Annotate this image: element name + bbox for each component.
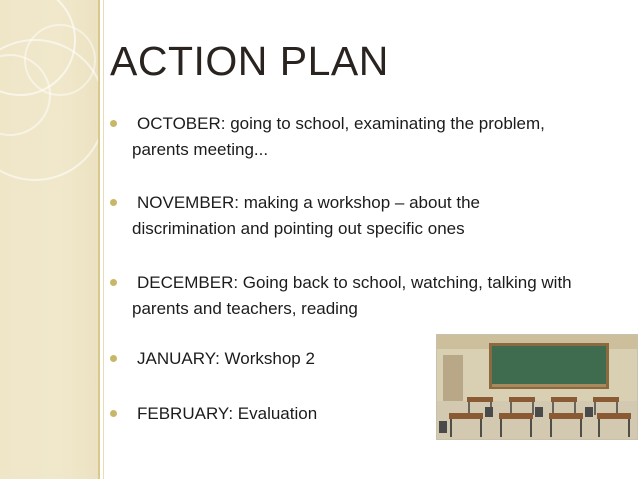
bullet-text: JANUARY: Workshop 2 — [137, 349, 315, 368]
decorative-circles — [0, 0, 100, 479]
side-divider — [98, 0, 100, 479]
bullet-text: NOVEMBER: making a workshop – about the discrimination and pointing out specific ones — [132, 193, 480, 238]
bullet-text: DECEMBER: Going back to school, watching, talking with parents and teachers, reading — [132, 273, 572, 318]
side-divider-thin — [103, 0, 104, 479]
bullet-november — [110, 190, 580, 242]
bullet-december — [110, 270, 580, 322]
bullet-text: FEBRUARY: Evaluation — [137, 404, 318, 423]
bullet-marker — [110, 355, 117, 362]
classroom-photo — [436, 334, 638, 440]
bullet-marker — [110, 410, 117, 417]
bullet-marker — [110, 199, 117, 206]
bullet-marker — [110, 279, 117, 286]
bullet-october — [110, 111, 580, 163]
bullet-marker — [110, 120, 117, 127]
bullet-text: OCTOBER: going to school, examinating the problem, parents meeting... — [132, 114, 545, 159]
slide-title: ACTION PLAN — [110, 38, 389, 84]
